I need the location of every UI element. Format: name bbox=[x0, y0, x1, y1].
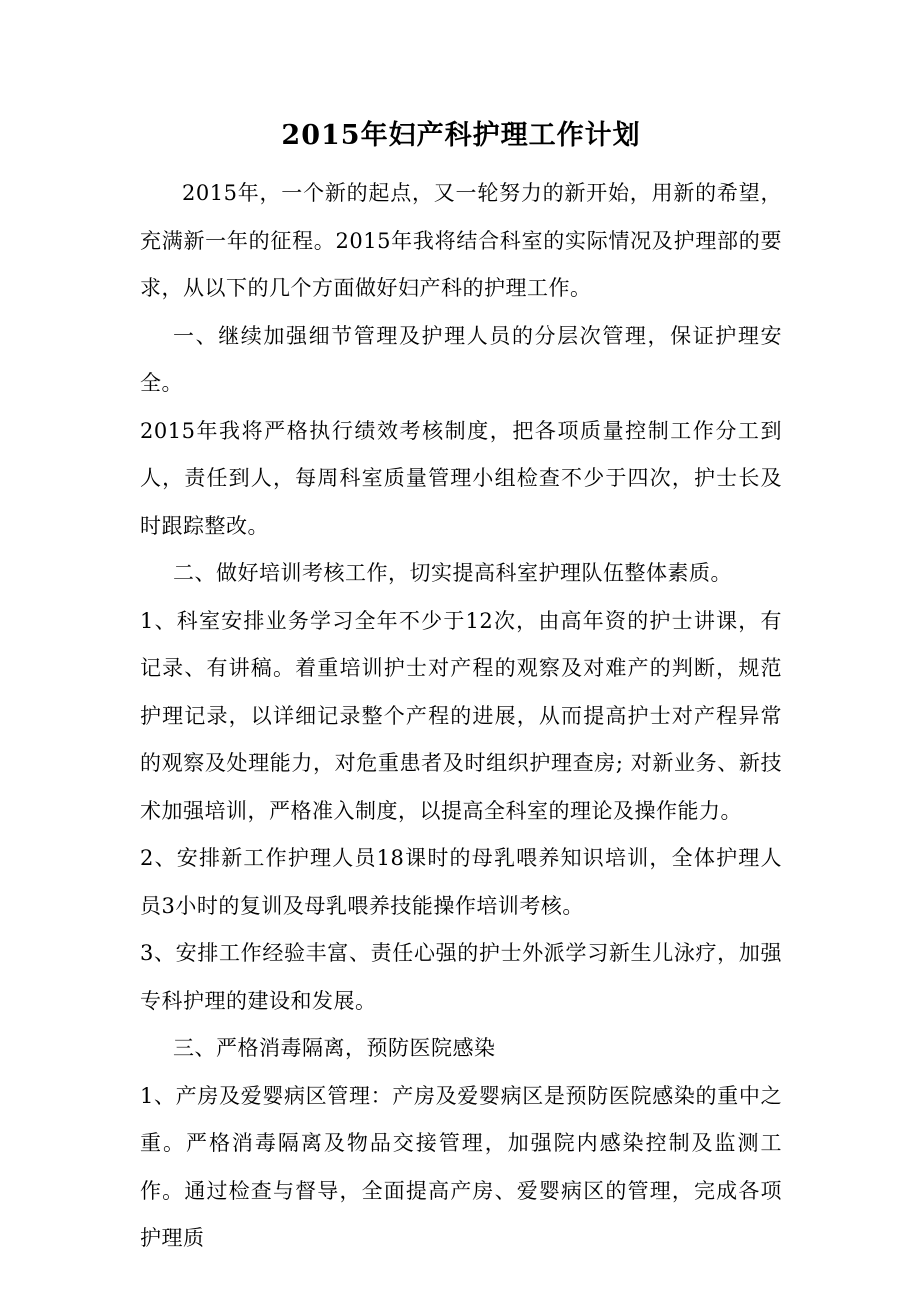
document-title: 2015年妇产科护理工作计划 bbox=[281, 120, 641, 151]
paragraph-section-1: 2015年我将严格执行绩效考核制度，把各项质量控制工作分工到人，责任到人，每周科室质量管理小组检查不少于四次，护士长及时跟踪整改。 bbox=[140, 418, 782, 538]
section-heading-2: 二、做好培训考核工作，切实提高科室护理队伍整体素质。 bbox=[173, 561, 732, 585]
paragraph-item-3-1: 1、产房及爱婴病区管理：产房及爱婴病区是预防医院感染的重中之重。严格消毒隔离及物品交接管理，加强院内感染控制及监测工作。通过检查与督导，全面提高产房、爱婴病区的管理，完成各项护理质 bbox=[140, 1083, 782, 1250]
paragraph-intro: 2015年，一个新的起点，又一轮努力的新开始，用新的希望，充满新一年的征程。2015年我将结合科室的实际情况及护理部的要求，从以下的几个方面做好妇产科的护理工作。 bbox=[140, 181, 782, 300]
section-heading-3: 三、严格消毒隔离，预防医院感染 bbox=[173, 1036, 496, 1060]
paragraph-item-2-3: 3、安排工作经验丰富、责任心强的护士外派学习新生儿泳疗，加强专科护理的建设和发展。 bbox=[140, 941, 782, 1013]
paragraph-item-2-2: 2、安排新工作护理人员18课时的母乳喂养知识培训，全体护理人员3小时的复训及母乳喂养技能操作培训考核。 bbox=[140, 846, 782, 918]
section-heading-1: 一、继续加强细节管理及护理人员的分层次管理，保证护理安全。 bbox=[140, 323, 782, 395]
paragraph-item-2-1: 1、科室安排业务学习全年不少于12次，由高年资的护士讲课，有记录、有讲稿。着重培训护士对产程的观察及对难产的判断，规范护理记录，以详细记录整个产程的进展，从而提高护士对产程异常的观察及处理能力，对危重患者及时组织护理查房; 对新业务、新技术加强培训，严格准入制度，以提高全科室的理论及操作能力。 bbox=[140, 608, 782, 823]
document-body bbox=[140, 170, 782, 1263]
